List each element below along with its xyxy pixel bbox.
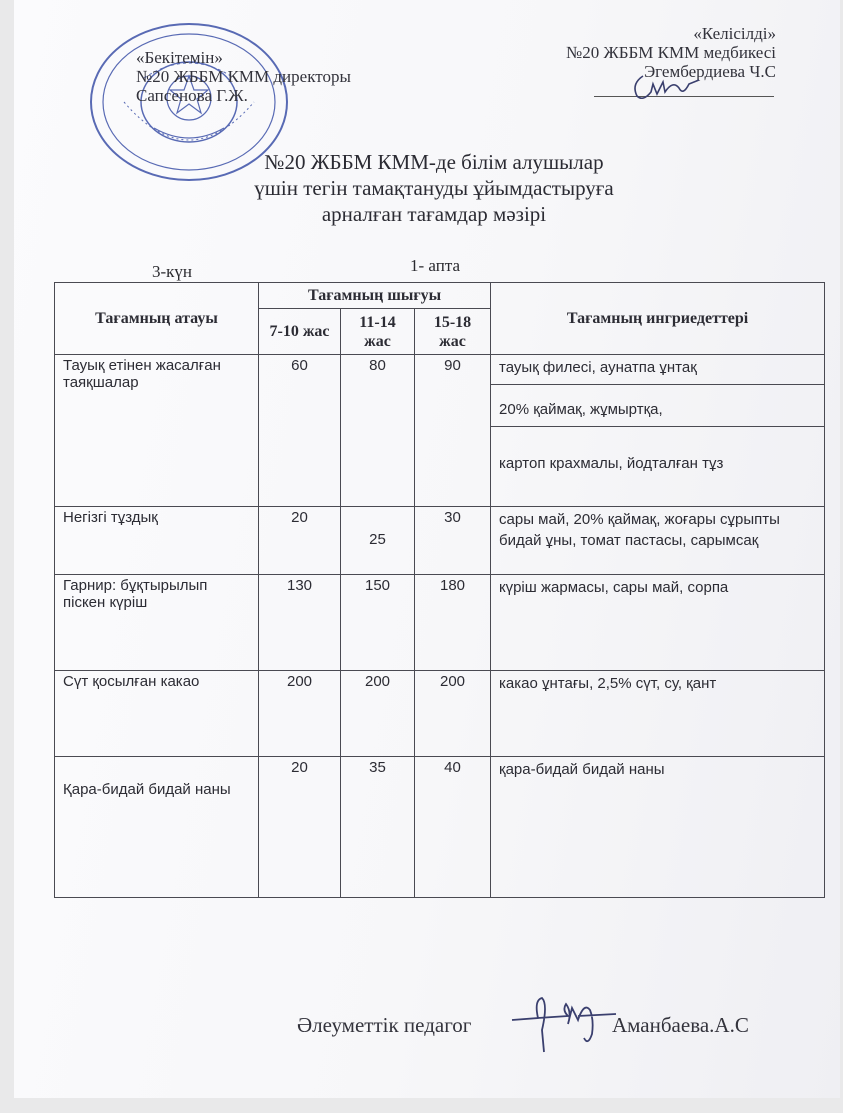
handwritten-signature-icon [629,70,704,104]
yield-7-10: 20 [259,757,341,898]
table-row [55,355,825,507]
title-line-1: №20 ЖББМ КММ-де білім алушылар [264,150,604,174]
header-ingredients: Тағамның ингриедеттері [491,283,825,355]
footer-name: Аманбаева.А.С [612,1013,749,1037]
menu-table [54,282,825,898]
table-row [55,575,825,671]
handwritten-signature-icon [508,990,620,1060]
table-row [55,507,825,575]
document-page [14,0,840,1098]
document-title [164,149,704,227]
yield-11-14: 25 [341,507,415,575]
yield-15-18: 200 [415,671,491,757]
approval-position: №20 ЖББМ КММ директоры [136,67,351,86]
footer-role: Әлеуметтік педагог [297,1013,472,1037]
ingredients-line: тауық филесі, аунатпа ұнтақ [499,359,697,376]
table-row [55,757,825,898]
yield-15-18: 40 [415,757,491,898]
yield-15-18: 180 [415,575,491,671]
yield-7-10: 60 [259,355,341,507]
yield-11-14: 200 [341,671,415,757]
approval-name: Сапсенова Г.Ж. [136,86,248,105]
ingredients-cell: күріш жармасы, сары май, сорпа [491,575,825,671]
agreement-name: Эгембердиева Ч.С [643,62,776,81]
yield-7-10: 200 [259,671,341,757]
dish-name: Сүт қосылған какао [55,671,259,757]
agreement-position: №20 ЖББМ КММ медбикесі [566,43,776,62]
yield-11-14: 35 [341,757,415,898]
header-age-15-18: 15-18 жас [415,309,491,355]
approval-label: «Бекітемін» [136,48,223,67]
yield-11-14: 80 [341,355,415,507]
header-age-7-10: 7-10 жас [259,309,341,355]
week-label: 1- апта [410,256,461,275]
agreement-label: «Келісілді» [693,24,776,43]
dish-name: Негізгі тұздық [55,507,259,575]
ingredients-cell: какао ұнтағы, 2,5% сүт, су, қант [491,671,825,757]
header-age-11-14: 11-14 жас [341,309,415,355]
dish-name: Тауық етінен жасалған таяқшалар [55,355,259,507]
ingredients-cell: сары май, 20% қаймақ, жоғары сұрыпты бидай ұны, томат пастасы, сарымсақ [491,507,825,575]
yield-7-10: 130 [259,575,341,671]
ingredients-cell [491,355,825,507]
title-line-2: үшін тегін тамақтануды ұйымдастыруға [254,176,614,200]
header-dish-name: Тағамның атауы [55,283,259,355]
title-line-3: арналған тағамдар мәзірі [321,202,547,226]
yield-15-18: 90 [415,355,491,507]
ingredients-line: картоп крахмалы, йодталған тұз [491,426,824,474]
dish-name: Қара-бидай бидай наны [55,757,259,898]
table-header-row [55,283,825,309]
approval-block [136,48,351,105]
yield-11-14: 150 [341,575,415,671]
table-row [55,671,825,757]
ingredients-cell: қара-бидай бидай наны [491,757,825,898]
header-yield: Тағамның шығуы [259,283,491,309]
dish-name: Гарнир: бұқтырылып піскен күріш [55,575,259,671]
ingredients-line: 20% қаймақ, жұмыртқа, [491,384,824,420]
day-label: 3-күн [152,262,193,281]
yield-7-10: 20 [259,507,341,575]
yield-15-18: 30 [415,507,491,575]
